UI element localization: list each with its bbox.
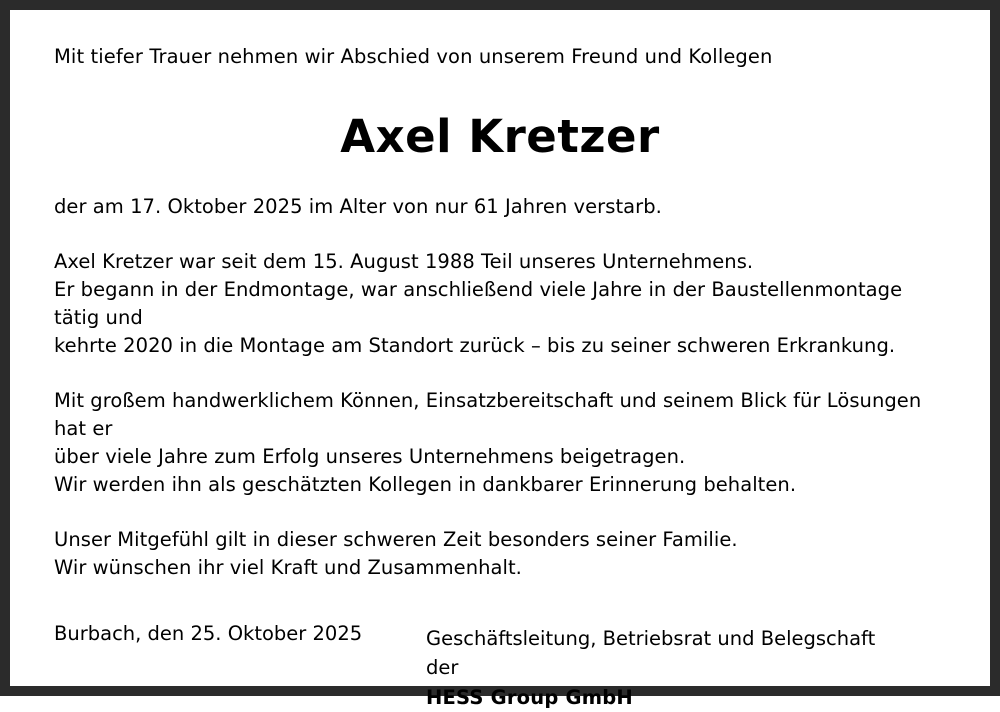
lead-text: Mit tiefer Trauer nehmen wir Abschied von unserem Freund und Kollegen xyxy=(54,45,773,68)
paragraph-line: Mit großem handwerklichem Können, Einsatzbereitschaft und seinem Blick für Lösungen hat er xyxy=(54,388,922,440)
deceased-name: Axel Kretzer xyxy=(340,110,660,164)
paragraph-line: über viele Jahre zum Erfolg unseres Unternehmens beigetragen. xyxy=(54,445,686,469)
paragraph-line: Axel Kretzer war seit dem 15. August 1988 Teil unseres Unternehmens. xyxy=(54,249,754,273)
paragraph-line: Unser Mitgefühl gilt in dieser schweren Zeit besonders seiner Familie. xyxy=(54,527,738,551)
signature-block xyxy=(426,624,946,712)
paragraph-line: kehrte 2020 in die Montage am Standort zurück – bis zu seiner schweren Erkrankung. xyxy=(54,334,896,358)
death-line: der am 17. Oktober 2025 im Alter von nur 61 Jahren verstarb. xyxy=(54,195,662,219)
signature-line-1: Geschäftsleitung, Betriebsrat und Belegschaft xyxy=(426,627,876,651)
obituary-content xyxy=(10,10,990,709)
signature-line-2: der xyxy=(426,656,459,680)
company-name: HESS Group GmbH xyxy=(426,685,633,709)
paragraph-line: Er begann in der Endmontage, war anschließend viele Jahre in der Baustellenmontage tätig und xyxy=(54,277,903,330)
paragraph-condolence xyxy=(54,526,946,583)
paragraph-tribute xyxy=(54,387,946,500)
paragraph-line: Wir werden ihn als geschätzten Kollegen in dankbarer Erinnerung behalten. xyxy=(54,473,797,497)
paragraph-employment xyxy=(54,248,946,361)
paragraph-line: Wir wünschen ihr viel Kraft und Zusammenhalt. xyxy=(54,555,522,579)
place-and-date: Burbach, den 25. Oktober 2025 xyxy=(54,621,363,645)
